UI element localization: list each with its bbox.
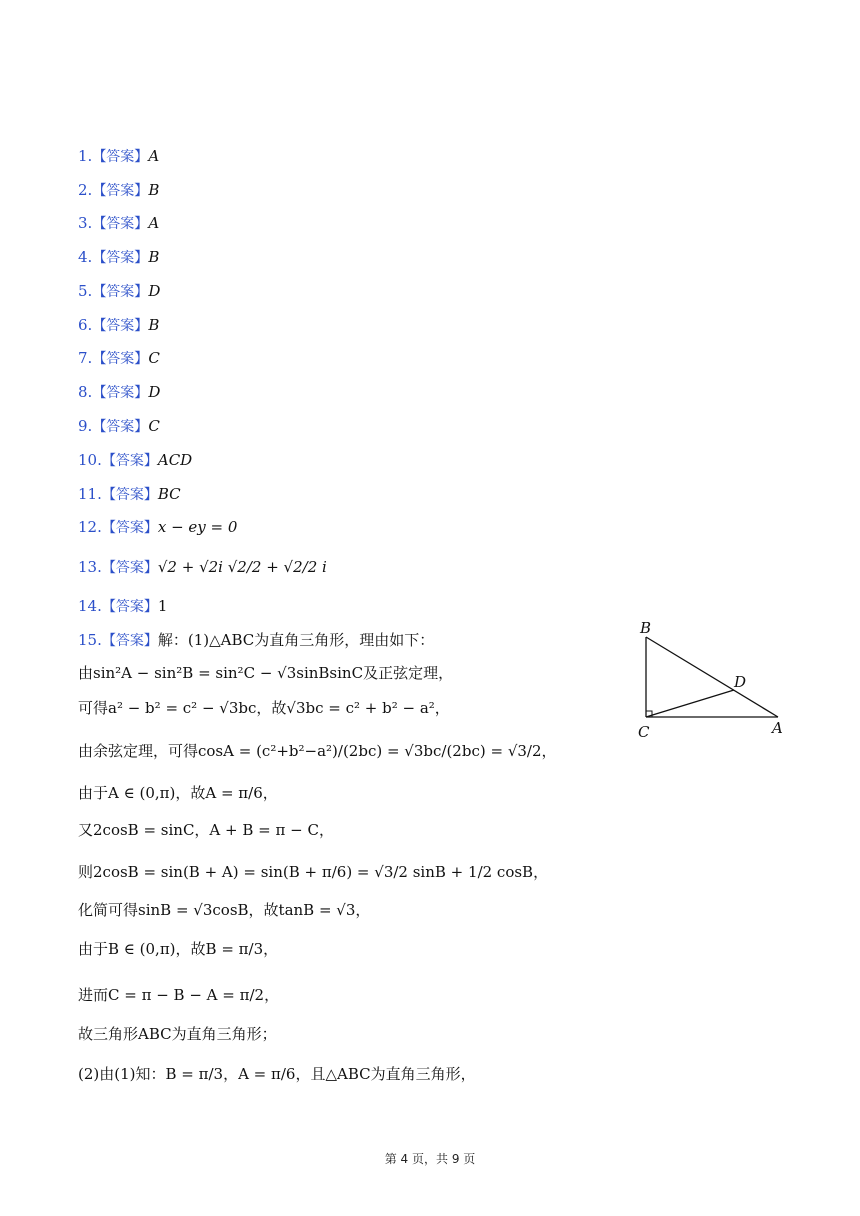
answer-1: 1.【答案】A (78, 147, 160, 165)
page-footer: 第 4 页，共 9 页 (384, 1152, 476, 1166)
solution-line-4: 由于A ∈ (0,π)，故A = π/6， (78, 784, 278, 802)
segment-CD (646, 690, 734, 717)
answer-8: 8.【答案】D (78, 383, 161, 401)
answer-13: 13.【答案】√2 + √2i √2/2 + √2/2 i (78, 558, 327, 576)
answer-5: 5.【答案】D (78, 282, 161, 300)
solution-line-8: 由于B ∈ (0,π)，故B = π/3， (78, 940, 279, 958)
answer-10: 10.【答案】ACD (78, 451, 193, 469)
solution-line-11: (2)由(1)知：B = π/3，A = π/6，且△ABC为直角三角形， (78, 1065, 476, 1083)
answer-12: 12.【答案】x − ey = 0 (78, 518, 238, 536)
answer-7: 7.【答案】C (78, 349, 160, 367)
label-C: C (638, 723, 650, 741)
solution-line-6: 则2cosB = sin(B + A) = sin(B + π/6) = √3/2 sinB + 1/2 cosB， (78, 863, 549, 881)
answer-9: 9.【答案】C (78, 417, 160, 435)
answer-4: 4.【答案】B (78, 248, 160, 266)
solution-line-7: 化简可得sinB = √3cosB，故tanB = √3， (78, 901, 371, 919)
answer-11: 11.【答案】BC (78, 485, 181, 503)
solution-line-5: 又2cosB = sinC，A + B = π − C， (78, 821, 334, 839)
answer-14: 14.【答案】1 (78, 597, 168, 615)
answer-6: 6.【答案】B (78, 316, 160, 334)
solution-line-1: 由sin²A − sin²B = sin²C − √3sinBsinC及正弦定理， (78, 664, 454, 682)
answer-3: 3.【答案】A (78, 214, 160, 232)
side-AB (646, 637, 778, 717)
solution-line-9: 进而C = π − B − A = π/2， (78, 986, 280, 1004)
answer-2: 2.【答案】B (78, 181, 160, 199)
label-D: D (734, 673, 747, 691)
label-B: B (640, 619, 652, 637)
solution-line-2: 可得a² − b² = c² − √3bc，故√3bc = c² + b² − a²， (78, 699, 450, 717)
solution-line-10: 故三角形ABC为直角三角形； (78, 1025, 277, 1043)
triangle-figure (620, 615, 800, 745)
label-A: A (772, 719, 783, 737)
solution-line-3: 由余弦定理，可得cosA = (c²+b²−a²)/(2bc) = √3bc/(2bc) = √3/2， (78, 742, 557, 760)
answer-15: 15.【答案】解：(1)△ABC为直角三角形，理由如下： (78, 631, 435, 649)
